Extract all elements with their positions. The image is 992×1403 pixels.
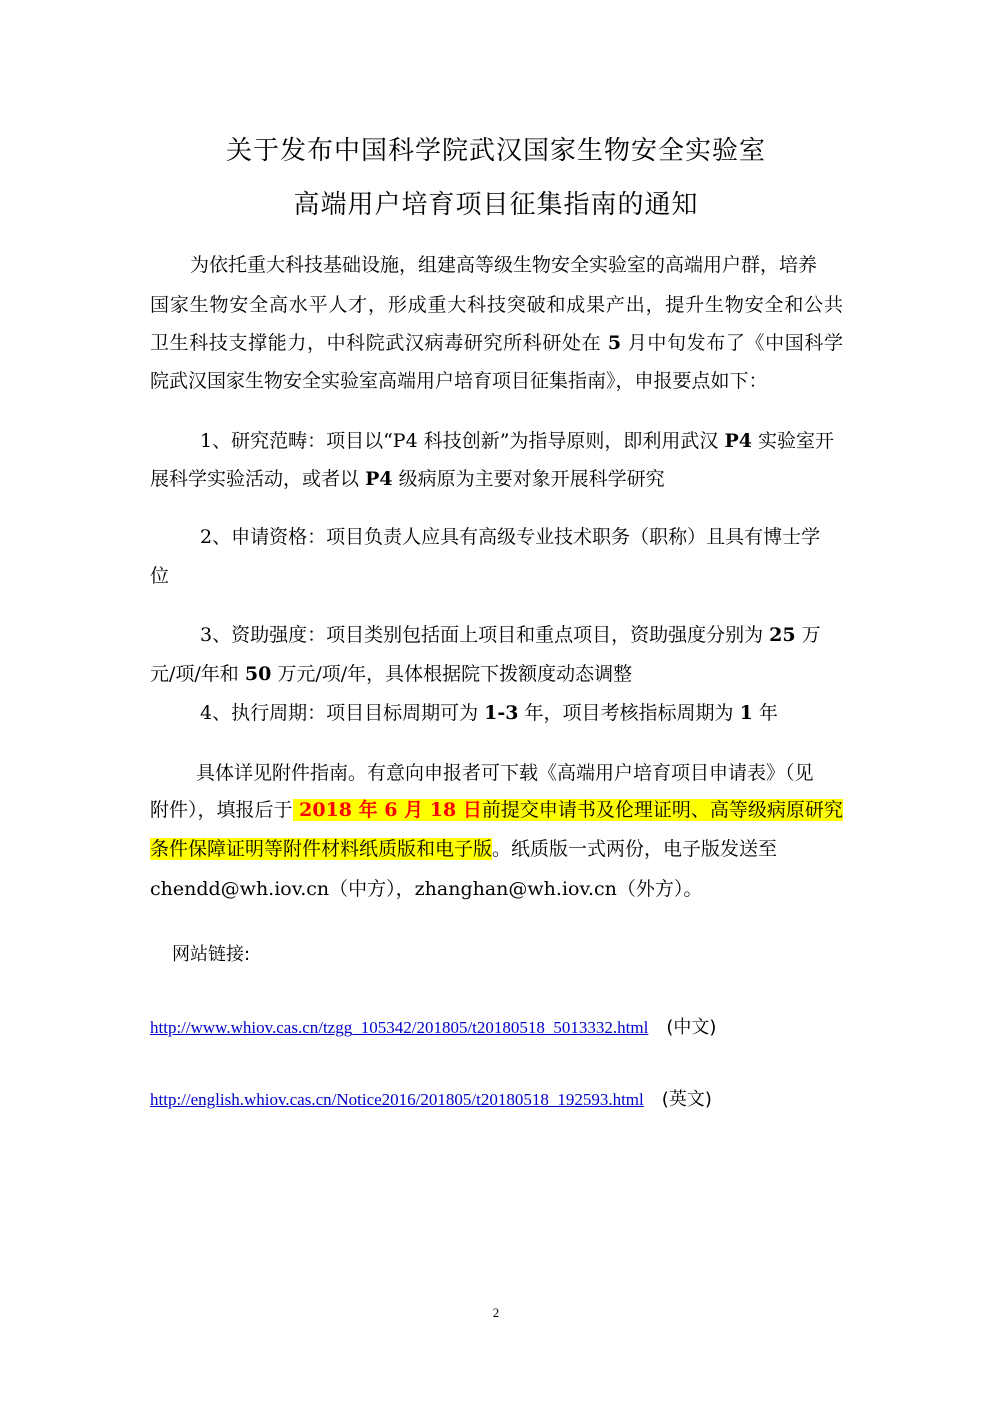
intro-line-4: 院武汉国家生物安全实验室高端用户培育项目征集指南》，申报要点如下： bbox=[150, 370, 768, 392]
website-link-cn[interactable]: http://www.whiov.cas.cn/tzgg_105342/201805/t20180518_5013332.html bbox=[150, 1018, 649, 1037]
item-1-line-2: 展科学实验活动，或者以 P4 级病原为主要对象开展科学研究 bbox=[150, 468, 665, 490]
intro-line-3: 卫生科技支撑能力，中科院武汉病毒研究所科研处在 5 月中旬发布了《中国科学 bbox=[150, 332, 843, 354]
item-4: 4、执行周期：项目目标周期可为 1-3 年，项目考核指标周期为 1 年 bbox=[200, 702, 778, 724]
detail-line-3: 条件保障证明等附件材料纸质版和电子版。纸质版一式两份，电子版发送至 bbox=[150, 838, 778, 860]
title-line-1: 关于发布中国科学院武汉国家生物安全实验室 bbox=[225, 136, 766, 166]
item-3-line-2: 元/项/年和 50 万元/项/年，具体根据院下拨额度动态调整 bbox=[150, 663, 633, 685]
item-2-line-1: 2、申请资格：项目负责人应具有高级专业技术职务（职称）且具有博士学 bbox=[200, 526, 821, 548]
website-link-en[interactable]: http://english.whiov.cas.cn/Notice2016/201805/t20180518_192593.html bbox=[150, 1090, 644, 1109]
page-number: 2 bbox=[492, 1305, 500, 1320]
title-line-2: 高端用户培育项目征集指南的通知 bbox=[293, 190, 699, 220]
detail-line-2: 附件），填报后于 2018 年 6 月 18 日前提交申请书及伦理证明、高等级病原研究 bbox=[150, 799, 843, 821]
link-row-cn bbox=[150, 1018, 716, 1037]
link-row-en bbox=[150, 1090, 712, 1109]
intro-line-2: 国家生物安全高水平人才，形成重大科技突破和成果产出，提升生物安全和公共 bbox=[150, 294, 843, 316]
item-3-line-1: 3、资助强度：项目类别包括面上项目和重点项目，资助强度分别为 25 万 bbox=[200, 624, 821, 646]
intro-line-1: 为依托重大科技基础设施，组建高等级生物安全实验室的高端用户群，培养 bbox=[190, 254, 818, 276]
detail-line-4-emails: chendd@wh.iov.cn（中方），zhanghan@wh.iov.cn（外方）。 bbox=[150, 878, 703, 900]
website-label: 网站链接: bbox=[172, 944, 251, 965]
link-note-cn: (中文) bbox=[666, 1017, 717, 1038]
item-1-line-1: 1、研究范畴：项目以“P4 科技创新”为指导原则，即利用武汉 P4 实验室开 bbox=[200, 430, 835, 452]
deadline-highlight: 2018 年 6 月 18 日前提交申请书及伦理证明、高等级病原研究 bbox=[293, 799, 843, 821]
link-note-en: (英文) bbox=[661, 1089, 712, 1110]
item-2-line-2: 位 bbox=[150, 565, 170, 587]
detail-line-1: 具体详见附件指南。有意向申报者可下载《高端用户培育项目申请表》（见 bbox=[196, 762, 814, 784]
